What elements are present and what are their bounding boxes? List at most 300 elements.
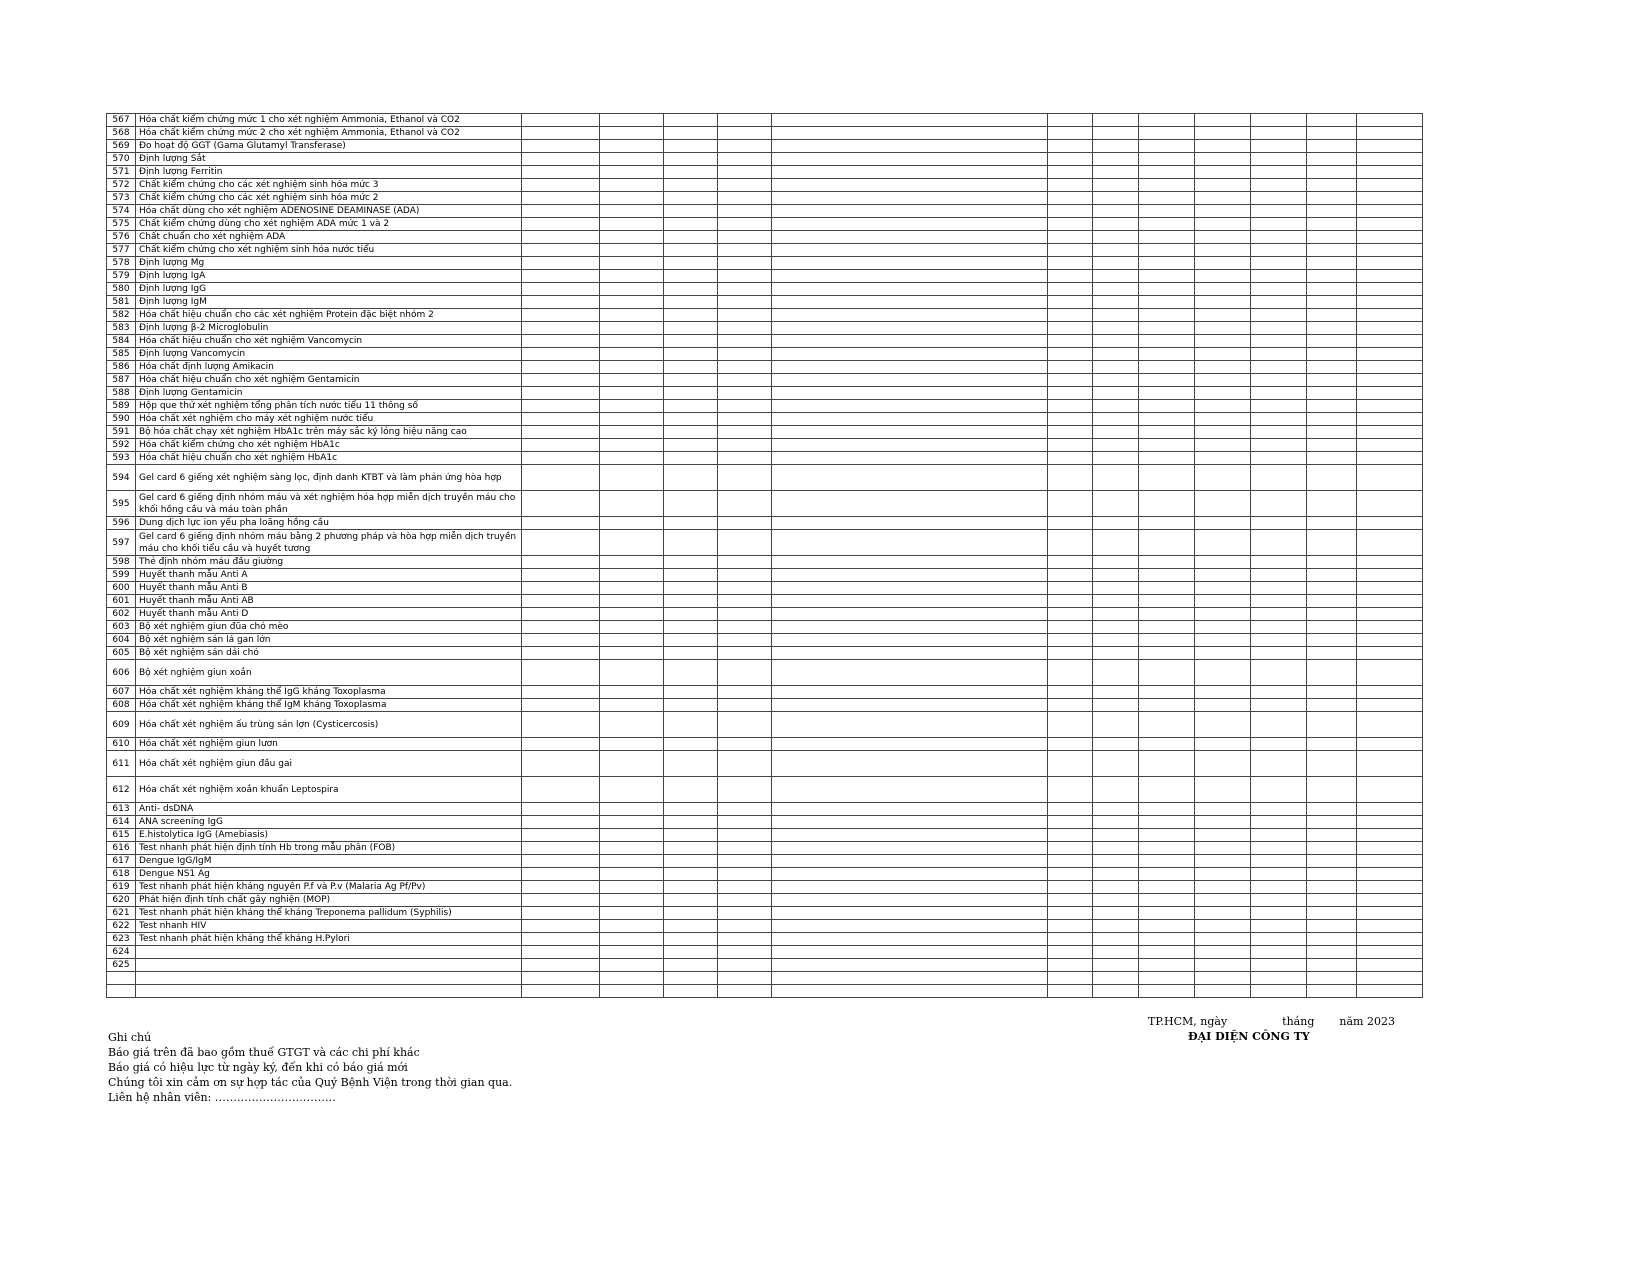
empty-cell bbox=[1195, 699, 1251, 712]
empty-cell bbox=[1139, 452, 1195, 465]
empty-cell bbox=[718, 868, 772, 881]
table-row bbox=[107, 959, 1423, 972]
empty-cell bbox=[1357, 218, 1423, 231]
empty-cell bbox=[772, 296, 1048, 309]
empty-cell bbox=[1139, 686, 1195, 699]
empty-cell bbox=[1195, 400, 1251, 413]
empty-cell bbox=[600, 309, 664, 322]
table-row bbox=[107, 946, 1423, 959]
empty-cell bbox=[664, 348, 718, 361]
row-number-cell: 572 bbox=[107, 179, 136, 192]
empty-cell bbox=[718, 231, 772, 244]
empty-cell bbox=[1307, 153, 1357, 166]
item-name-cell: Định lượng IgA bbox=[136, 270, 522, 283]
empty-cell bbox=[600, 283, 664, 296]
row-number-cell: 619 bbox=[107, 881, 136, 894]
item-name-cell: Định lượng Mg bbox=[136, 257, 522, 270]
empty-cell bbox=[1139, 712, 1195, 738]
item-name-cell: Định lượng Vancomycin bbox=[136, 348, 522, 361]
empty-cell bbox=[1251, 361, 1307, 374]
empty-cell bbox=[600, 231, 664, 244]
item-name-cell: Dengue IgG/IgM bbox=[136, 855, 522, 868]
empty-cell bbox=[600, 322, 664, 335]
item-name-cell: Test nhanh phát hiện kháng nguyên P.f và P.v (Malaria Ag Pf/Pv) bbox=[136, 881, 522, 894]
empty-cell bbox=[718, 686, 772, 699]
empty-cell bbox=[1093, 595, 1139, 608]
empty-cell bbox=[718, 166, 772, 179]
empty-cell bbox=[1357, 829, 1423, 842]
empty-cell bbox=[522, 829, 600, 842]
empty-cell bbox=[522, 166, 600, 179]
empty-cell bbox=[772, 738, 1048, 751]
empty-cell bbox=[1195, 595, 1251, 608]
empty-cell bbox=[772, 374, 1048, 387]
empty-cell bbox=[664, 907, 718, 920]
row-number-cell: 581 bbox=[107, 296, 136, 309]
empty-cell bbox=[718, 738, 772, 751]
empty-cell bbox=[1195, 192, 1251, 205]
empty-cell bbox=[600, 738, 664, 751]
empty-cell bbox=[1251, 803, 1307, 816]
empty-cell bbox=[522, 712, 600, 738]
empty-cell bbox=[718, 465, 772, 491]
item-name-cell: Định lượng Ferritin bbox=[136, 166, 522, 179]
table-row bbox=[107, 738, 1423, 751]
empty-cell bbox=[664, 842, 718, 855]
empty-cell bbox=[718, 699, 772, 712]
empty-cell bbox=[1093, 400, 1139, 413]
table-row bbox=[107, 972, 1423, 985]
empty-cell bbox=[772, 322, 1048, 335]
empty-cell bbox=[1307, 582, 1357, 595]
empty-cell bbox=[1195, 660, 1251, 686]
empty-cell bbox=[1251, 192, 1307, 205]
row-number-cell: 583 bbox=[107, 322, 136, 335]
empty-cell bbox=[1307, 322, 1357, 335]
empty-cell bbox=[1093, 907, 1139, 920]
empty-cell bbox=[1195, 296, 1251, 309]
empty-cell bbox=[1093, 452, 1139, 465]
empty-cell bbox=[522, 361, 600, 374]
row-number-cell: 593 bbox=[107, 452, 136, 465]
empty-cell bbox=[600, 881, 664, 894]
row-number-cell: 601 bbox=[107, 595, 136, 608]
table-row bbox=[107, 192, 1423, 205]
empty-cell bbox=[1251, 114, 1307, 127]
empty-cell bbox=[1307, 361, 1357, 374]
empty-cell bbox=[1048, 192, 1093, 205]
empty-cell bbox=[1048, 556, 1093, 569]
empty-cell bbox=[1139, 140, 1195, 153]
empty-cell bbox=[772, 621, 1048, 634]
empty-cell bbox=[600, 920, 664, 933]
empty-cell bbox=[718, 179, 772, 192]
empty-cell bbox=[600, 335, 664, 348]
empty-cell bbox=[1357, 114, 1423, 127]
row-number-cell: 570 bbox=[107, 153, 136, 166]
row-number-cell: 567 bbox=[107, 114, 136, 127]
empty-cell bbox=[1195, 946, 1251, 959]
date-place: TP.HCM, ngày bbox=[1148, 1015, 1228, 1028]
empty-cell bbox=[1048, 465, 1093, 491]
empty-cell bbox=[1195, 829, 1251, 842]
empty-cell bbox=[772, 192, 1048, 205]
empty-cell bbox=[1139, 530, 1195, 556]
item-name-cell: E.histolytica IgG (Amebiasis) bbox=[136, 829, 522, 842]
empty-cell bbox=[1139, 296, 1195, 309]
row-number-cell: 576 bbox=[107, 231, 136, 244]
empty-cell bbox=[718, 387, 772, 400]
item-name-cell: Định lượng Sắt bbox=[136, 153, 522, 166]
empty-cell bbox=[522, 387, 600, 400]
empty-cell bbox=[1357, 985, 1423, 998]
row-number-cell: 600 bbox=[107, 582, 136, 595]
empty-cell bbox=[1195, 426, 1251, 439]
empty-cell bbox=[664, 608, 718, 621]
table-row bbox=[107, 348, 1423, 361]
empty-cell bbox=[1307, 985, 1357, 998]
empty-cell bbox=[522, 231, 600, 244]
empty-cell bbox=[1139, 335, 1195, 348]
empty-cell bbox=[1139, 608, 1195, 621]
empty-cell bbox=[1357, 777, 1423, 803]
empty-cell bbox=[664, 634, 718, 647]
empty-cell bbox=[600, 660, 664, 686]
empty-cell bbox=[664, 816, 718, 829]
empty-cell bbox=[1307, 634, 1357, 647]
table-row bbox=[107, 413, 1423, 426]
empty-cell bbox=[772, 387, 1048, 400]
item-name-cell: Thẻ định nhóm máu đầu giường bbox=[136, 556, 522, 569]
empty-cell bbox=[1195, 855, 1251, 868]
empty-cell bbox=[522, 842, 600, 855]
empty-cell bbox=[1139, 920, 1195, 933]
empty-cell bbox=[1093, 868, 1139, 881]
empty-cell bbox=[1307, 595, 1357, 608]
empty-cell bbox=[1357, 972, 1423, 985]
empty-cell bbox=[1139, 374, 1195, 387]
empty-cell bbox=[1195, 114, 1251, 127]
empty-cell bbox=[1195, 920, 1251, 933]
item-name-cell: Test nhanh phát hiện định tính Hb trong mẫu phân (FOB) bbox=[136, 842, 522, 855]
empty-cell bbox=[1048, 985, 1093, 998]
empty-cell bbox=[1093, 647, 1139, 660]
empty-cell bbox=[664, 179, 718, 192]
table-row bbox=[107, 231, 1423, 244]
empty-cell bbox=[772, 361, 1048, 374]
table-row bbox=[107, 751, 1423, 777]
empty-cell bbox=[1093, 608, 1139, 621]
empty-cell bbox=[664, 296, 718, 309]
empty-cell bbox=[1251, 738, 1307, 751]
empty-cell bbox=[1139, 699, 1195, 712]
empty-cell bbox=[522, 777, 600, 803]
empty-cell bbox=[1139, 348, 1195, 361]
empty-cell bbox=[1357, 699, 1423, 712]
empty-cell bbox=[1251, 816, 1307, 829]
empty-cell bbox=[718, 751, 772, 777]
empty-cell bbox=[1195, 179, 1251, 192]
empty-cell bbox=[718, 985, 772, 998]
empty-cell bbox=[718, 244, 772, 257]
empty-cell bbox=[1195, 205, 1251, 218]
empty-cell bbox=[1093, 192, 1139, 205]
empty-cell bbox=[664, 595, 718, 608]
empty-cell bbox=[664, 855, 718, 868]
empty-cell bbox=[1093, 153, 1139, 166]
empty-cell bbox=[1357, 738, 1423, 751]
empty-cell bbox=[718, 894, 772, 907]
empty-cell bbox=[1195, 868, 1251, 881]
empty-cell bbox=[718, 634, 772, 647]
empty-cell bbox=[664, 985, 718, 998]
empty-cell bbox=[1093, 751, 1139, 777]
empty-cell bbox=[522, 127, 600, 140]
empty-cell bbox=[1251, 244, 1307, 257]
row-number-cell: 608 bbox=[107, 699, 136, 712]
empty-cell bbox=[522, 140, 600, 153]
row-number-cell: 604 bbox=[107, 634, 136, 647]
empty-cell bbox=[1357, 322, 1423, 335]
empty-cell bbox=[1048, 283, 1093, 296]
empty-cell bbox=[1195, 140, 1251, 153]
empty-cell bbox=[1357, 712, 1423, 738]
empty-cell bbox=[1195, 556, 1251, 569]
empty-cell bbox=[1195, 413, 1251, 426]
row-number-cell: 595 bbox=[107, 491, 136, 517]
empty-cell bbox=[1195, 959, 1251, 972]
note-line: Liên hệ nhân viên: …………………………… bbox=[108, 1091, 336, 1104]
empty-cell bbox=[1093, 413, 1139, 426]
empty-cell bbox=[1357, 517, 1423, 530]
empty-cell bbox=[1048, 491, 1093, 517]
row-number-cell: 603 bbox=[107, 621, 136, 634]
empty-cell bbox=[1093, 322, 1139, 335]
empty-cell bbox=[1357, 179, 1423, 192]
empty-cell bbox=[600, 179, 664, 192]
empty-cell bbox=[1093, 933, 1139, 946]
empty-cell bbox=[522, 686, 600, 699]
empty-cell bbox=[522, 257, 600, 270]
row-number-cell: 617 bbox=[107, 855, 136, 868]
table-row bbox=[107, 842, 1423, 855]
empty-cell bbox=[772, 413, 1048, 426]
empty-cell bbox=[600, 595, 664, 608]
empty-cell bbox=[664, 751, 718, 777]
empty-cell bbox=[718, 582, 772, 595]
empty-cell bbox=[772, 894, 1048, 907]
empty-cell bbox=[664, 361, 718, 374]
empty-cell bbox=[664, 738, 718, 751]
empty-cell bbox=[1093, 140, 1139, 153]
empty-cell bbox=[1139, 166, 1195, 179]
empty-cell bbox=[1139, 179, 1195, 192]
table-row bbox=[107, 335, 1423, 348]
item-name-cell: Hộp que thử xét nghiệm tổng phân tích nước tiểu 11 thông số bbox=[136, 400, 522, 413]
empty-cell bbox=[1093, 569, 1139, 582]
empty-cell bbox=[600, 530, 664, 556]
empty-cell bbox=[600, 868, 664, 881]
empty-cell bbox=[718, 556, 772, 569]
table-row bbox=[107, 491, 1423, 517]
empty-cell bbox=[1251, 374, 1307, 387]
empty-cell bbox=[1093, 231, 1139, 244]
empty-cell bbox=[600, 426, 664, 439]
empty-cell bbox=[664, 205, 718, 218]
table-row bbox=[107, 465, 1423, 491]
empty-cell bbox=[1139, 270, 1195, 283]
empty-cell bbox=[664, 868, 718, 881]
empty-cell bbox=[1139, 413, 1195, 426]
empty-cell bbox=[772, 556, 1048, 569]
empty-cell bbox=[1251, 322, 1307, 335]
table-row bbox=[107, 166, 1423, 179]
table-row bbox=[107, 257, 1423, 270]
empty-cell bbox=[664, 439, 718, 452]
empty-cell bbox=[772, 439, 1048, 452]
table-row bbox=[107, 621, 1423, 634]
empty-cell bbox=[1139, 426, 1195, 439]
empty-cell bbox=[1251, 348, 1307, 361]
empty-cell bbox=[1195, 309, 1251, 322]
empty-cell bbox=[1195, 465, 1251, 491]
empty-cell bbox=[600, 439, 664, 452]
row-number-cell: 575 bbox=[107, 218, 136, 231]
empty-cell bbox=[718, 426, 772, 439]
empty-cell bbox=[1307, 894, 1357, 907]
empty-cell bbox=[1139, 621, 1195, 634]
empty-cell bbox=[664, 556, 718, 569]
table-row bbox=[107, 361, 1423, 374]
table-row bbox=[107, 127, 1423, 140]
row-number-cell: 580 bbox=[107, 283, 136, 296]
item-name-cell: Gel card 6 giếng định nhóm máu và xét nghiệm hóa hợp miễn dịch truyền máu cho khối hồng cầu và máu toàn phần bbox=[136, 491, 522, 517]
empty-cell bbox=[600, 569, 664, 582]
empty-cell bbox=[1048, 426, 1093, 439]
empty-cell bbox=[1357, 751, 1423, 777]
empty-cell bbox=[522, 244, 600, 257]
empty-cell bbox=[718, 127, 772, 140]
empty-cell bbox=[718, 335, 772, 348]
empty-cell bbox=[1195, 361, 1251, 374]
table-row bbox=[107, 283, 1423, 296]
empty-cell bbox=[600, 816, 664, 829]
empty-cell bbox=[1093, 205, 1139, 218]
empty-cell bbox=[1139, 218, 1195, 231]
empty-cell bbox=[1048, 257, 1093, 270]
empty-cell bbox=[1251, 660, 1307, 686]
empty-cell bbox=[522, 348, 600, 361]
empty-cell bbox=[1357, 140, 1423, 153]
empty-cell bbox=[600, 296, 664, 309]
empty-cell bbox=[1307, 530, 1357, 556]
empty-cell bbox=[718, 140, 772, 153]
empty-cell bbox=[1139, 205, 1195, 218]
empty-cell bbox=[1195, 816, 1251, 829]
table-row bbox=[107, 205, 1423, 218]
empty-cell bbox=[1093, 127, 1139, 140]
empty-cell bbox=[772, 465, 1048, 491]
empty-cell bbox=[1357, 634, 1423, 647]
empty-cell bbox=[718, 439, 772, 452]
empty-cell bbox=[1357, 907, 1423, 920]
empty-cell bbox=[718, 972, 772, 985]
empty-cell bbox=[1195, 335, 1251, 348]
row-number-cell: 597 bbox=[107, 530, 136, 556]
signature-date-line bbox=[1148, 1015, 1395, 1028]
empty-cell bbox=[718, 621, 772, 634]
empty-cell bbox=[664, 517, 718, 530]
empty-cell bbox=[1048, 595, 1093, 608]
empty-cell bbox=[1139, 972, 1195, 985]
empty-cell bbox=[1357, 686, 1423, 699]
empty-cell bbox=[522, 426, 600, 439]
signature-title: ĐẠI DIỆN CÔNG TY bbox=[1188, 1030, 1310, 1043]
empty-cell bbox=[1307, 517, 1357, 530]
empty-cell bbox=[1093, 582, 1139, 595]
empty-cell bbox=[522, 465, 600, 491]
empty-cell bbox=[1093, 517, 1139, 530]
empty-cell bbox=[772, 309, 1048, 322]
empty-cell bbox=[1251, 452, 1307, 465]
empty-cell bbox=[600, 894, 664, 907]
table-row bbox=[107, 114, 1423, 127]
empty-cell bbox=[1139, 569, 1195, 582]
empty-cell bbox=[1307, 933, 1357, 946]
empty-cell bbox=[1093, 634, 1139, 647]
empty-cell bbox=[1251, 283, 1307, 296]
item-name-cell: Hóa chất xét nghiệm ấu trùng sán lợn (Cysticercosis) bbox=[136, 712, 522, 738]
empty-cell bbox=[1195, 270, 1251, 283]
empty-cell bbox=[664, 400, 718, 413]
notes-heading: Ghi chú bbox=[108, 1031, 152, 1044]
item-name-cell: Hóa chất kiểm chứng mức 2 cho xét nghiệm Ammonia, Ethanol và CO2 bbox=[136, 127, 522, 140]
empty-cell bbox=[772, 803, 1048, 816]
empty-cell bbox=[772, 140, 1048, 153]
empty-cell bbox=[664, 829, 718, 842]
item-name-cell: Hóa chất hiệu chuẩn cho xét nghiệm Vancomycin bbox=[136, 335, 522, 348]
empty-cell bbox=[718, 452, 772, 465]
empty-cell bbox=[1195, 985, 1251, 998]
empty-cell bbox=[1357, 283, 1423, 296]
item-name-cell: Huyết thanh mẫu Anti AB bbox=[136, 595, 522, 608]
table-row bbox=[107, 985, 1423, 998]
empty-cell bbox=[600, 582, 664, 595]
empty-cell bbox=[718, 257, 772, 270]
empty-cell bbox=[1251, 712, 1307, 738]
item-name-cell: Chất chuẩn cho xét nghiệm ADA bbox=[136, 231, 522, 244]
empty-cell bbox=[664, 218, 718, 231]
empty-cell bbox=[522, 556, 600, 569]
empty-cell bbox=[1139, 868, 1195, 881]
item-name-cell: Huyết thanh mẫu Anti D bbox=[136, 608, 522, 621]
empty-cell bbox=[1357, 959, 1423, 972]
empty-cell bbox=[1251, 842, 1307, 855]
empty-cell bbox=[1357, 309, 1423, 322]
empty-cell bbox=[718, 920, 772, 933]
empty-cell bbox=[664, 309, 718, 322]
empty-cell bbox=[1048, 205, 1093, 218]
empty-cell bbox=[1048, 660, 1093, 686]
empty-cell bbox=[1139, 985, 1195, 998]
empty-cell bbox=[1048, 400, 1093, 413]
table-row bbox=[107, 179, 1423, 192]
empty-cell bbox=[718, 816, 772, 829]
empty-cell bbox=[664, 283, 718, 296]
empty-cell bbox=[772, 647, 1048, 660]
empty-cell bbox=[1357, 569, 1423, 582]
empty-cell bbox=[522, 270, 600, 283]
